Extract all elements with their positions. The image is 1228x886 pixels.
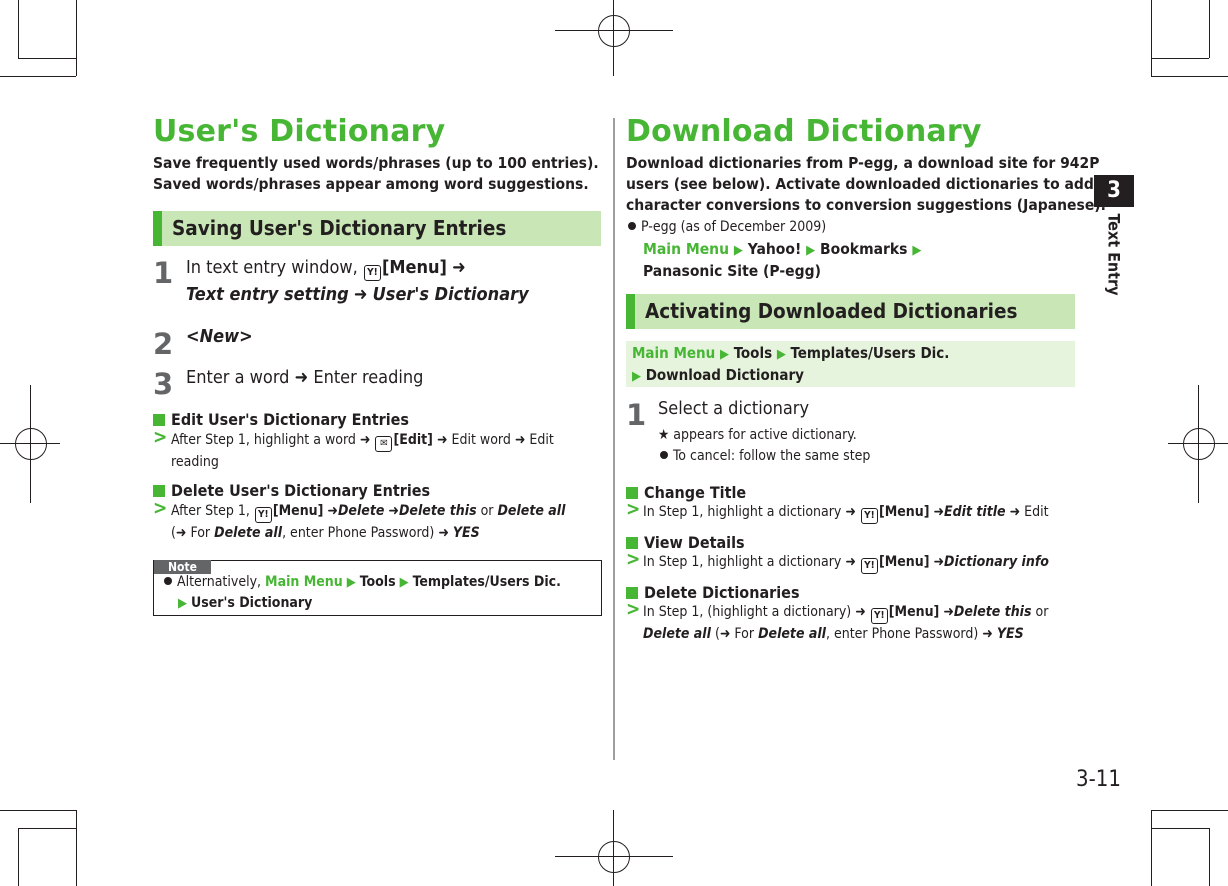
chevron-right-icon: > <box>153 426 168 448</box>
chevron-right-icon: > <box>153 497 168 519</box>
lead-text-2: users (see below). Activate downloaded dictionaries to add <box>626 175 1094 193</box>
step-2-text: <New> <box>186 326 253 347</box>
arrow-icon: ➜ <box>353 284 368 305</box>
triangle-right-icon: ▶ <box>399 575 409 590</box>
page-title-download-dictionary: Download Dictionary <box>626 114 982 149</box>
mail-key-icon: ✉ <box>375 436 392 452</box>
arrow-icon: ➜ <box>855 604 866 620</box>
lead-text-3: character conversions to conversion suggestions (Japanese). <box>626 196 1106 214</box>
change-title-instructions: > In Step 1, highlight a dictionary ➜ Y! [Menu] ➜Edit title ➜ Edit <box>626 502 1075 524</box>
step-1-path: Text entry setting ➜ User's Dictionary <box>186 284 529 305</box>
triangle-right-icon: ▶ <box>719 347 729 362</box>
step-3-text: Enter a word ➜ Enter reading <box>186 367 424 388</box>
note-text: Alternatively, Main Menu ▶ Tools ▶ Templates/Users Dic. ▶ User's Dictionary <box>164 572 561 614</box>
edit-instructions: > After Step 1, highlight a word ➜ ✉ [Edit] ➜ Edit word ➜ Edit reading <box>153 426 554 470</box>
arrow-icon: ➜ <box>719 626 731 642</box>
step-number: 1 <box>153 256 174 290</box>
triangle-right-icon: ▶ <box>912 243 922 258</box>
cancel-note: To cancel: follow the same step <box>660 446 870 467</box>
arrow-icon: ➜ <box>438 525 449 541</box>
arrow-icon: ➜ <box>294 367 309 388</box>
arrow-icon: ➜ <box>933 554 945 570</box>
chevron-right-icon: > <box>626 498 641 520</box>
lead-text-1: Save frequently used words/phrases (up to 100 entries). <box>153 154 599 172</box>
subheading-edit: Edit User's Dictionary Entries <box>153 410 409 429</box>
triangle-right-icon: ▶ <box>632 369 641 384</box>
chevron-right-icon: > <box>626 548 641 570</box>
arrow-icon: ➜ <box>327 503 338 519</box>
star-icon: ★ <box>658 427 670 443</box>
step-1-text: In text entry window, Y! [Menu] ➜ <box>186 257 466 281</box>
triangle-right-icon: ▶ <box>806 243 816 258</box>
lead-text-1: Download dictionaries from P-egg, a download site for 942P <box>626 154 1100 172</box>
arrow-icon: ➜ <box>845 554 856 570</box>
triangle-right-icon: ▶ <box>733 243 743 258</box>
pegg-path: Main Menu ▶ Yahoo! ▶ Bookmarks ▶ Panasonic Site (P-egg) <box>643 240 922 280</box>
subheading-delete-dictionaries: Delete Dictionaries <box>626 583 800 602</box>
arrow-icon: ➜ <box>933 504 945 520</box>
step-1-text: Select a dictionary <box>658 398 810 419</box>
arrow-icon: ➜ <box>436 432 448 448</box>
y-key-icon: Y! <box>255 507 272 523</box>
subheading-view-details: View Details <box>626 533 745 552</box>
triangle-right-icon: ▶ <box>776 347 786 362</box>
navigation-path-box: Main Menu ▶ Tools ▶ Templates/Users Dic. ▶ Download Dictionary <box>626 341 1075 387</box>
arrow-icon: ➜ <box>452 257 466 278</box>
triangle-right-icon: ▶ <box>346 575 356 590</box>
star-note: ★ appears for active dictionary. <box>658 427 857 443</box>
arrow-icon: ➜ <box>982 626 993 642</box>
arrow-icon: ➜ <box>943 604 954 620</box>
pegg-note: P-egg (as of December 2009) <box>628 217 826 238</box>
chevron-right-icon: > <box>626 598 641 620</box>
y-key-icon: Y! <box>861 508 878 524</box>
arrow-icon: ➜ <box>845 504 856 520</box>
chapter-title: Text Entry <box>1104 213 1124 296</box>
bullet-icon <box>628 222 636 230</box>
step-number: 2 <box>153 327 174 361</box>
arrow-icon: ➜ <box>514 432 526 448</box>
bullet-icon <box>164 577 172 585</box>
chapter-number: 3 <box>1094 175 1134 207</box>
bullet-icon <box>660 451 668 459</box>
arrow-icon: ➜ <box>359 432 371 448</box>
page-number: 3-11 <box>1076 767 1121 792</box>
delete-instructions: > After Step 1, Y! [Menu] ➜Delete ➜Delete this or Delete all (➜ For Delete all, enter Phone Password) ➜ YES <box>153 497 566 541</box>
delete-dictionaries-instructions: > In Step 1, (highlight a dictionary) ➜ Y! [Menu] ➜Delete this or Delete all (➜ For Delete all, enter Phone Password) ➜ YES <box>626 598 1049 642</box>
square-bullet-icon <box>153 485 165 497</box>
y-key-icon: Y! <box>871 608 888 624</box>
section-heading-activating: Activating Downloaded Dictionaries <box>626 294 1075 329</box>
section-heading-saving: Saving User's Dictionary Entries <box>153 211 601 246</box>
square-bullet-icon <box>153 414 165 426</box>
page-title-users-dictionary: User's Dictionary <box>153 114 446 149</box>
note-label: Note <box>154 560 211 574</box>
lead-text-2: Saved words/phrases appear among word suggestions. <box>153 175 589 193</box>
arrow-icon: ➜ <box>1009 504 1021 520</box>
arrow-icon: ➜ <box>175 525 187 541</box>
note-box <box>153 560 602 616</box>
subheading-change-title: Change Title <box>626 483 746 502</box>
arrow-icon: ➜ <box>388 503 399 519</box>
view-details-instructions: > In Step 1, highlight a dictionary ➜ Y! [Menu] ➜Dictionary info <box>626 552 1075 574</box>
step-number: 3 <box>153 367 174 401</box>
subheading-delete: Delete User's Dictionary Entries <box>153 481 430 500</box>
y-key-icon: Y! <box>861 558 878 574</box>
column-divider <box>613 118 615 760</box>
y-key-icon: Y! <box>364 265 381 281</box>
triangle-right-icon: ▶ <box>178 596 187 611</box>
step-number: 1 <box>626 398 647 432</box>
